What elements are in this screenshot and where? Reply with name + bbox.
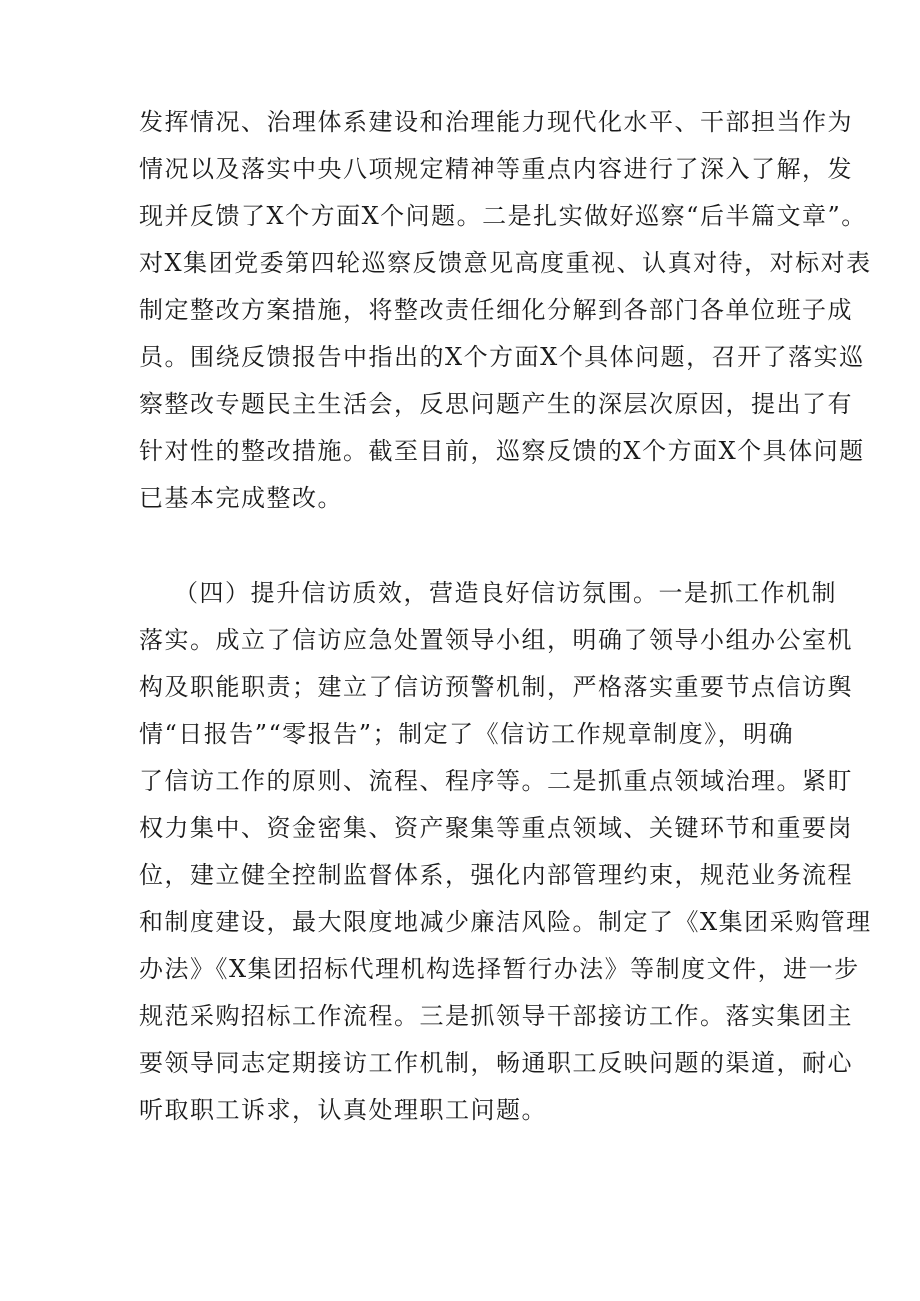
text-line: 对X集团党委第四轮巡察反馈意见高度重视、认真对待，对标对表 xyxy=(139,249,872,277)
text-line: 察整改专题民主生活会，反思问题产生的深层次原因，提出了有 xyxy=(139,390,853,418)
text-line: 构及职能职责；建立了信访预警机制，严格落实重要节点信访舆 xyxy=(139,673,853,701)
text-line: （四）提升信访质效，营造良好信访氛围。一是抓工作机制 xyxy=(174,579,837,607)
text-line: 权力集中、资金密集、资产聚集等重点领域、关键环节和重要岗 xyxy=(139,814,853,842)
text-line: 落实。成立了信访应急处置领导小组，明确了领导小组办公室机 xyxy=(139,626,853,654)
text-line: 发挥情况、治理体系建设和治理能力现代化水平、干部担当作为 xyxy=(139,108,853,136)
text-line: 和制度建设，最大限度地减少廉洁风险。制定了《X集团采购管理 xyxy=(139,908,872,936)
text-line: 制定整改方案措施，将整改责任细化分解到各部门各单位班子成 xyxy=(139,296,853,324)
text-line: 情“日报告”“零报告”；制定了《信访工作规章制度》，明确 xyxy=(139,720,795,748)
text-line: 情况以及落实中央八项规定精神等重点内容进行了深入了解，发 xyxy=(139,155,853,183)
text-line: 员。围绕反馈报告中指出的X个方面X个具体问题，召开了落实巡 xyxy=(139,343,865,371)
text-line: 位，建立健全控制监督体系，强化内部管理约束，规范业务流程 xyxy=(139,861,853,889)
text-line: 针对性的整改措施。截至目前，巡察反馈的X个方面X个具体问题 xyxy=(139,437,865,465)
text-line: 听取职工诉求，认真处理职工问题。 xyxy=(139,1096,547,1124)
text-line: 要领导同志定期接访工作机制，畅通职工反映问题的渠道，耐心 xyxy=(139,1049,853,1077)
text-line: 了信访工作的原则、流程、程序等。二是抓重点领域治理。紧盯 xyxy=(139,767,853,795)
text-line: 办法》《X集团招标代理机构选择暂行办法》等制度文件，进一步 xyxy=(139,955,860,983)
text-line: 现并反馈了X个方面X个问题。二是扎实做好巡察“后半篇文章”。 xyxy=(139,202,867,230)
text-line: 规范采购招标工作流程。三是抓领导干部接访工作。落实集团主 xyxy=(139,1002,853,1030)
text-line: 已基本完成整改。 xyxy=(139,484,343,512)
